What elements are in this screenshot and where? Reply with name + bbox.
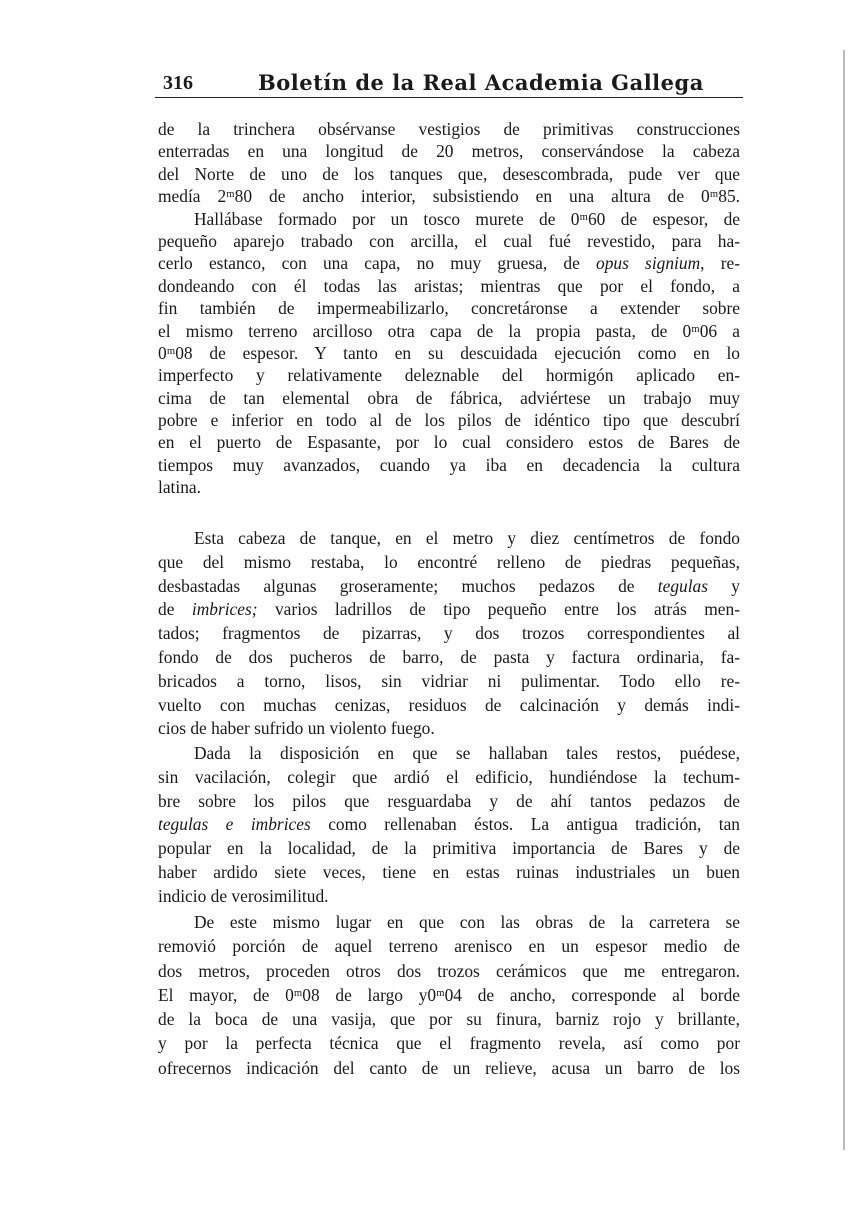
text-segment: cios de haber sufrido un violento fuego.: [158, 718, 435, 739]
text-segment: cerlo estanco, con una capa, no muy gruesa, de: [158, 253, 596, 274]
text-line: [158, 230, 740, 252]
text-segment: dondeando con él todas las aristas; mientras que por el fondo, a: [158, 275, 740, 296]
text-segment: fondo de dos pucheros de barro, de pasta y factura ordinaria, fa-: [158, 646, 740, 667]
text-segment: del Norte de uno de los tanques que, desescombrada, pude ver que: [158, 163, 740, 184]
text-line: [158, 275, 740, 297]
text-segment: pequeño aparejo trabado con arcilla, el cual fué revestido, para ha-: [158, 230, 740, 251]
text-line: [158, 320, 740, 342]
text-segment: Hallábase formado por un tosco murete de 0ᵐ60 de espesor, de: [194, 208, 740, 229]
text-segment: fin también de impermeabilizarlo, concretáronse a extender sobre: [158, 298, 740, 319]
text-line: [158, 1031, 740, 1055]
text-line: [158, 861, 740, 885]
text-segment: El mayor, de 0ᵐ08 de largo y0ᵐ04 de ancho, corresponde al borde: [158, 984, 740, 1005]
text-line: [158, 837, 740, 861]
text-segment: vuelto con muchas cenizas, residuos de calcinación y demás indi-: [158, 694, 740, 715]
text-segment: y por la perfecta técnica que el fragmento revela, así como por: [158, 1033, 740, 1054]
italic-text: opus signium: [596, 253, 701, 274]
text-line: [158, 476, 740, 498]
text-segment: y: [708, 575, 740, 596]
text-segment: varios ladrillos de tipo pequeño entre los atrás men-: [257, 599, 740, 620]
text-line: [158, 297, 740, 319]
text-line: [158, 694, 740, 718]
text-line: [158, 717, 740, 741]
text-segment: De este mismo lugar en que con las obras de la carretera se: [194, 912, 740, 932]
text-segment: desbastadas algunas groseramente; muchos pedazos de: [158, 575, 658, 596]
text-segment: tados; fragmentos de pizarras, y dos trozos correspondientes al: [158, 623, 740, 644]
text-line: [158, 1056, 740, 1080]
text-line: [158, 983, 740, 1007]
text-segment: tiempos muy avanzados, cuando ya iba en decadencia la cultura: [158, 454, 740, 475]
text-segment: pobre e inferior en todo al de los pilos de idéntico tipo que descubrí: [158, 410, 740, 431]
text-segment: ofrecernos indicación del canto de un relieve, acusa un barro de los: [158, 1057, 740, 1078]
text-line: [158, 409, 740, 431]
text-line: [158, 790, 740, 814]
text-line: [158, 140, 740, 162]
text-line: [158, 252, 740, 274]
text-segment: indicio de verosimilitud.: [158, 885, 329, 906]
text-segment: como rellenaban éstos. La antigua tradición, tan: [310, 814, 741, 835]
text-line: [158, 622, 740, 646]
text-segment: cima de tan elemental obra de fábrica, adviértese un trabajo muy: [158, 387, 740, 408]
text-line: [158, 959, 740, 983]
text-line: [158, 670, 740, 694]
text-segment: de la trinchera obsérvanse vestigios de primitivas construcciones: [158, 119, 740, 139]
page-number: 316: [163, 72, 193, 94]
paragraph: [158, 118, 740, 499]
text-line: [158, 766, 740, 790]
text-line: [158, 454, 740, 476]
text-line: [158, 185, 740, 207]
text-segment: el mismo terreno arcilloso otra capa de la propia pasta, de 0ᵐ06 a: [158, 320, 740, 341]
header-rule: [155, 97, 743, 98]
text-segment: Dada la disposición en que se hallaban tales restos, puédese,: [194, 743, 740, 763]
scan-edge-mark: [843, 50, 845, 1150]
italic-text: tegulas e imbrices: [158, 814, 311, 835]
text-segment: latina.: [158, 477, 201, 498]
text-segment: sin vacilación, colegir que ardió el edificio, hundiéndose la techum-: [158, 766, 740, 787]
text-segment: 0ᵐ08 de espesor. Y tanto en su descuidada ejecución como en lo: [158, 342, 740, 363]
text-segment: popular en la localidad, de la primitiva importancia de Bares y de: [158, 838, 740, 859]
text-line: [158, 885, 740, 909]
text-line: [158, 813, 740, 837]
text-line: [158, 431, 740, 453]
text-line: [158, 364, 740, 386]
text-segment: de la boca de una vasija, que por su finura, barniz rojo y brillante,: [158, 1009, 740, 1030]
text-segment: que del mismo restaba, lo encontré relleno de piedras pequeñas,: [158, 551, 740, 572]
text-segment: en el puerto de Espasante, por lo cual considero estos de Bares de: [158, 432, 740, 453]
text-line: [158, 910, 740, 934]
text-line: [158, 646, 740, 670]
text-segment: imperfecto y relativamente deleznable del hormigón aplicado en-: [158, 365, 740, 386]
italic-text: tegulas: [657, 575, 709, 596]
text-line: [158, 118, 740, 140]
text-line: [158, 1007, 740, 1031]
running-title: Boletín de la Real Academia Gallega: [258, 70, 704, 95]
text-line: [158, 527, 740, 551]
text-segment: dos metros, proceden otros dos trozos cerámicos que me entregaron.: [158, 960, 740, 981]
text-line: [158, 551, 740, 575]
paragraph: [158, 742, 740, 909]
text-line: [158, 598, 740, 622]
text-line: [158, 163, 740, 185]
text-line: [158, 342, 740, 364]
paragraph: [158, 910, 740, 1080]
paragraph: [158, 527, 740, 741]
text-line: [158, 387, 740, 409]
text-segment: bre sobre los pilos que resguardaba y de ahí tantos pedazos de: [158, 790, 740, 811]
text-segment: enterradas en una longitud de 20 metros, conservándose la cabeza: [158, 141, 740, 162]
text-line: [158, 208, 740, 230]
text-segment: removió porción de aquel terreno arenisco en un espesor medio de: [158, 936, 740, 957]
italic-text: imbrices;: [191, 599, 258, 620]
text-segment: Esta cabeza de tanque, en el metro y diez centímetros de fondo: [194, 528, 740, 548]
text-line: [158, 575, 740, 599]
text-line: [158, 742, 740, 766]
text-line: [158, 934, 740, 958]
text-segment: medía 2ᵐ80 de ancho interior, subsistiendo en una altura de 0ᵐ85.: [158, 186, 740, 207]
text-segment: haber ardido siete veces, tiene en estas ruinas industriales un buen: [158, 861, 740, 882]
text-segment: de: [158, 599, 192, 620]
text-segment: bricados a torno, lisos, sin vidriar ni pulimentar. Todo ello re-: [158, 670, 740, 691]
text-segment: , re-: [700, 253, 740, 274]
